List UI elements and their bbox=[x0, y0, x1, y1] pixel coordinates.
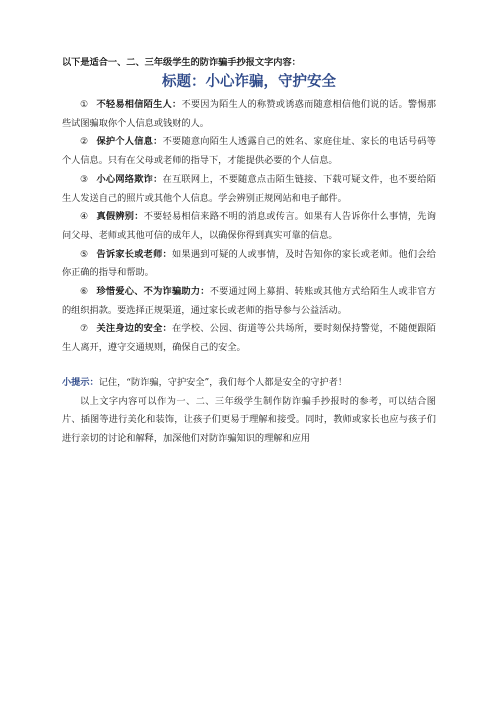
item-heading: 告诉家长或老师： bbox=[96, 248, 172, 260]
reminder-line bbox=[62, 374, 436, 393]
tip-item-2 bbox=[62, 133, 436, 170]
item-body: 在学校、公园、街道等公共场所，要时刻保持警觉，不随便跟陌生人离开，遵守交通规则，确保自己的安全。 bbox=[62, 323, 436, 354]
item-heading: 保护个人信息： bbox=[96, 136, 163, 148]
item-heading: 小心网络欺诈： bbox=[96, 173, 163, 185]
document-title: 标题：小心诈骗，守护安全 bbox=[162, 73, 336, 90]
tip-item-4 bbox=[62, 208, 436, 245]
tip-item-6 bbox=[62, 283, 436, 320]
item-number: ⑦ bbox=[80, 323, 89, 335]
item-number: ① bbox=[80, 99, 89, 110]
item-heading: 关注身边的安全： bbox=[96, 323, 172, 335]
item-body: 如果遇到可疑的人或事情，及时告知你的家长或老师。他们会给你正确的指导和帮助。 bbox=[62, 248, 436, 279]
item-body: 在互联网上，不要随意点击陌生链接、下载可疑文件，也不要给陌生人发送自己的照片或其他个人信息。学会辨别正规网站和电子邮件。 bbox=[62, 173, 436, 204]
closing-paragraph: 以上文字内容可以作为一、二、三年级学生制作防诈骗手抄报时的参考，可以结合图片、插图等进行美化和装饰，让孩子们更易于理解和接受。同时，教师或家长也应与孩子们进行亲切的讨论和解释，加深他们对防诈骗知识的理解和应用 bbox=[62, 395, 436, 444]
tips-list bbox=[62, 96, 436, 358]
item-heading: 不轻易相信陌生人： bbox=[96, 99, 182, 110]
intro-line: 以下是适合一、二、三年级学生的防诈骗手抄报文字内容： bbox=[62, 57, 301, 68]
item-body: 不要通过网上募捐、转账或其他方式给陌生人或非官方的组织捐款。要选择正规渠道，通过家长或老师的指导参与公益活动。 bbox=[62, 286, 436, 316]
item-heading: 珍惜爱心、不为诈骗助力： bbox=[96, 286, 210, 298]
item-number: ⑤ bbox=[80, 248, 89, 260]
item-number: ⑥ bbox=[80, 286, 89, 298]
tip-item-1 bbox=[62, 96, 436, 133]
item-body: 不要轻易相信来路不明的消息或传言。如果有人告诉你什么事情，先询问父母、老师或其他可信的成年人，以确保你得到真实可靠的信息。 bbox=[62, 211, 436, 241]
item-number: ② bbox=[80, 136, 89, 148]
tip-item-5 bbox=[62, 246, 436, 283]
item-heading: 真假辨别： bbox=[96, 211, 144, 223]
tip-item-3 bbox=[62, 171, 436, 208]
item-number: ④ bbox=[80, 211, 89, 223]
document-page bbox=[62, 56, 436, 449]
reminder-text: 记住，“防诈骗，守护安全”，我们每个人都是安全的守护者！ bbox=[98, 376, 348, 388]
reminder-label: 小提示： bbox=[62, 376, 99, 388]
item-body: 不要随意向陌生人透露自己的姓名、家庭住址、家长的电话号码等个人信息。只有在父母或老师的指导下，才能提供必要的个人信息。 bbox=[62, 136, 436, 167]
item-number: ③ bbox=[80, 173, 89, 185]
tip-item-7 bbox=[62, 320, 436, 357]
item-body: 不要因为陌生人的称赞或诱惑而随意相信他们说的话。警惕那些试图骗取你个人信息或钱财的人。 bbox=[62, 99, 436, 129]
